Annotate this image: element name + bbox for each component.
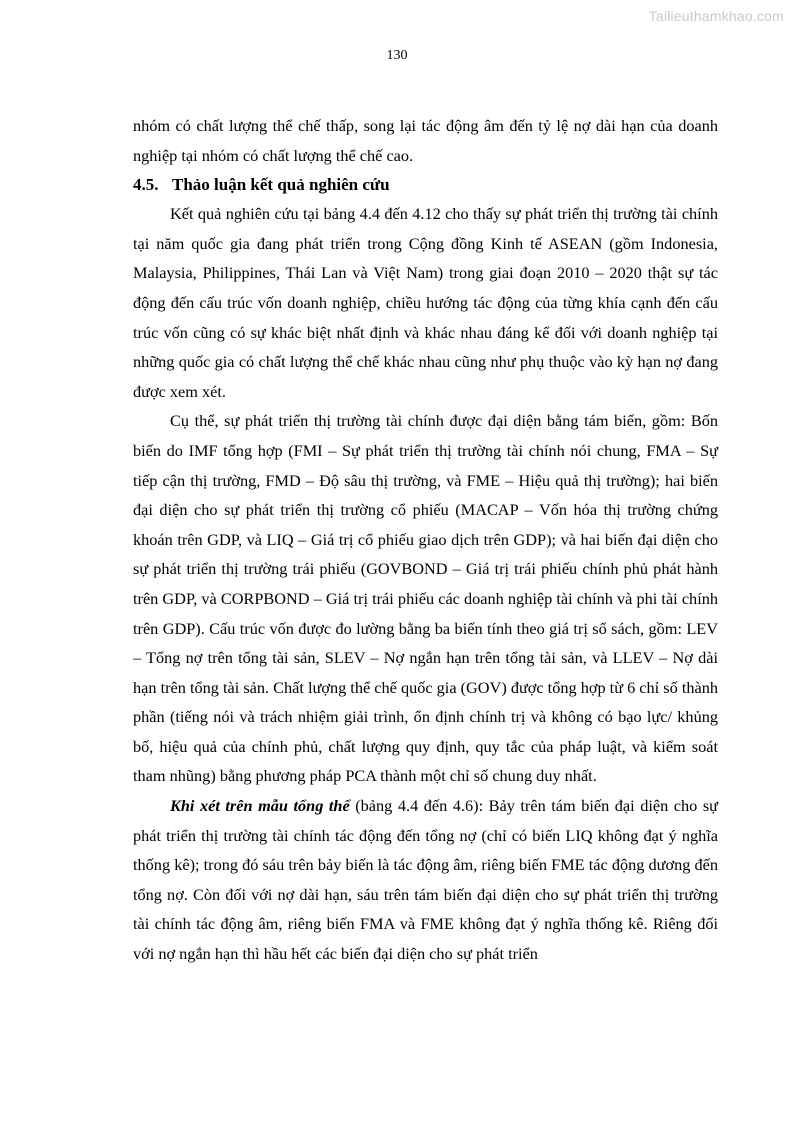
- section-number: 4.5.: [133, 175, 159, 195]
- page-number: 130: [386, 48, 408, 63]
- paragraph-full-sample-text: (bảng 4.4 đến 4.6): Bảy trên tám biến đại diện cho sự phát triển thị trường tài chính tác động đến tổng nợ (chỉ có biến LIQ không đạt ý nghĩa thống kê); trong đó sáu trên bảy biến là tác động âm, riêng biến FME tác động dương đến tổng nợ. Còn đối với nợ dài hạn, sáu trên tám biến đại diện cho sự phát triển thị trường tài chính tác động âm, riêng biến FMA và FME không đạt ý nghĩa thống kê. Riêng đối với nợ ngắn hạn thì hầu hết các biến đại diện cho sự phát triển: [133, 796, 718, 964]
- paragraph-full-sample: [133, 791, 718, 969]
- paragraph-results-overview: Kết quả nghiên cứu tại bảng 4.4 đến 4.12 cho thấy sự phát triển thị trường tài chính tại năm quốc gia đang phát triển trong Cộng đồng Kinh tế ASEAN (gồm Indonesia, Malaysia, Philippines, Thái Lan và Việt Nam) trong giai đoạn 2010 – 2020 thật sự tác động đến cấu trúc vốn doanh nghiệp, chiều hướng tác động của từng khía cạnh đến cấu trúc vốn cũng có sự khác biệt nhất định và khác nhau đáng kể đối với doanh nghiệp tại những quốc gia có chất lượng thể chế khác nhau cũng như phụ thuộc vào kỳ hạn nợ đang được xem xét.: [133, 204, 718, 401]
- section-title: Thảo luận kết quả nghiên cứu: [172, 175, 390, 195]
- paragraph-variable-definitions: Cụ thể, sự phát triển thị trường tài chính được đại diện bằng tám biến, gồm: Bốn biến do IMF tổng hợp (FMI – Sự phát triển thị trường tài chính nói chung, FMA – Sự tiếp cận thị trường, FMD – Độ sâu thị trường, và FME – Hiệu quả thị trường); hai biến đại diện cho sự phát triển thị trường cổ phiếu (MACAP – Vốn hóa thị trường chứng khoán trên GDP, và LIQ – Giá trị cổ phiếu giao dịch trên GDP); và hai biến đại diện cho sự phát triển thị trường trái phiếu (GOVBOND – Giá trị trái phiếu chính phủ phát hành trên GDP, và CORPBOND – Giá trị trái phiếu các doanh nghiệp tài chính và phi tài chính trên GDP). Cấu trúc vốn được đo lường bằng ba biến tính theo giá trị sổ sách, gồm: LEV – Tổng nợ trên tổng tài sản, SLEV – Nợ ngắn hạn trên tổng tài sản, và LLEV – Nợ dài hạn trên tổng tài sản. Chất lượng thể chế quốc gia (GOV) được tổng hợp từ 6 chỉ số thành phần (tiếng nói và trách nhiệm giải trình, ổn định chính trị và không có bạo lực/ khủng bố, hiệu quả của chính phủ, chất lượng quy định, quy tắc của pháp luật, và kiểm soát tham nhũng) bằng phương pháp PCA thành một chỉ số chung duy nhất.: [133, 411, 718, 786]
- section-heading: [133, 170, 718, 199]
- watermark-text: Tailieuthamkhao.com: [648, 8, 784, 24]
- emphasis-full-sample: Khi xét trên mẫu tổng thể: [170, 796, 350, 816]
- intro-paragraph: nhóm có chất lượng thể chế thấp, song lại tác động âm đến tỷ lệ nợ dài hạn của doanh nghiệp tại nhóm có chất lượng thể chế cao.: [133, 116, 718, 165]
- document-body: [133, 111, 718, 969]
